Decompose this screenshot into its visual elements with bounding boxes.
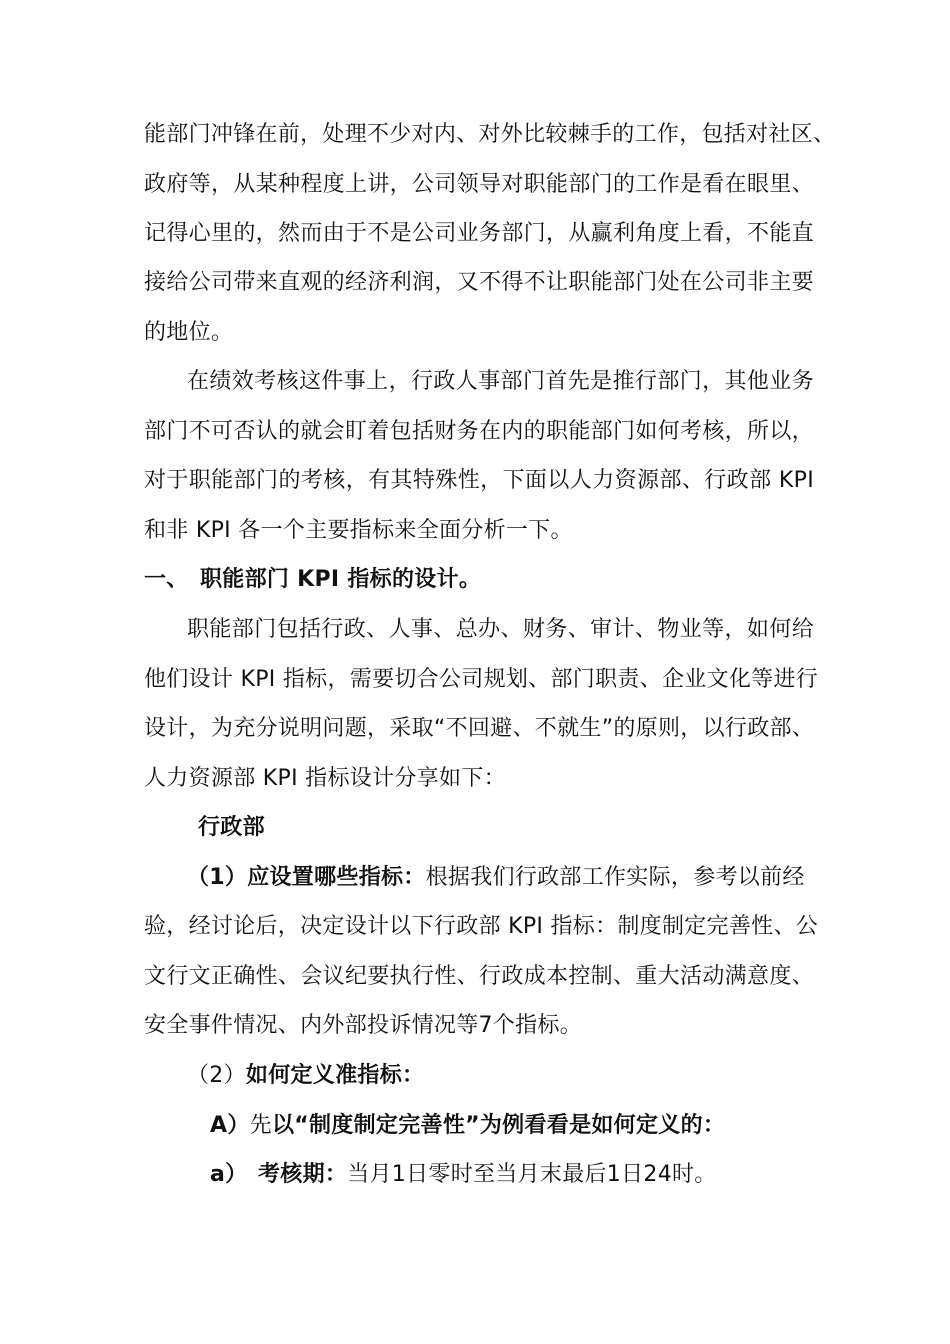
item-label: 考核期： xyxy=(258,1162,348,1187)
item-label: 如何定义准指标： xyxy=(245,1063,425,1088)
item-line xyxy=(210,1160,810,1190)
item-text: 当月1日零时至当月末最后1日24时。 xyxy=(347,1162,717,1187)
paragraph-line: 部门不可否认的就会盯着包括财务在内的职能部门如何考核，所以， xyxy=(144,419,814,444)
item-prefix: a） xyxy=(210,1162,248,1187)
paragraph-line: 的地位。 xyxy=(144,320,234,345)
paragraph-line: 记得心里的，然而由于不是公司业务部门，从赢利角度上看，不能直 xyxy=(144,221,814,246)
paragraph-line: 政府等，从某种程度上讲，公司领导对职能部门的工作是看在眼里、 xyxy=(144,172,814,197)
section-title: 职能部门 KPI 指标的设计。 xyxy=(200,567,482,592)
paragraph-line: 接给公司带来直观的经济利润，又不得不让职能部门处在公司非主要 xyxy=(144,270,814,295)
paragraph-line: 安全事件情况、内外部投诉情况等7个指标。 xyxy=(144,1013,582,1038)
item-label: 以“制度制定完善性”为例看看是如何定义的： xyxy=(271,1113,726,1138)
paragraph-line: 和非 KPI 各一个主要指标来全面分析一下。 xyxy=(144,518,573,543)
paragraph-line: 他们设计 KPI 指标，需要切合公司规划、部门职责、企业文化等进行 xyxy=(144,667,819,692)
paragraph-line: 文行文正确性、会议纪要执行性、行政成本控制、重大活动满意度、 xyxy=(144,964,814,989)
subheading: 行政部 xyxy=(198,815,265,840)
paragraph-line: 设计，为充分说明问题，采取“不回避、不就生”的原则，以行政部、 xyxy=(144,716,815,741)
item-label: （1）应设置哪些指标： xyxy=(187,865,426,890)
paragraph-line: 人力资源部 KPI 指标设计分享如下： xyxy=(144,766,506,791)
paragraph-line: 在绩效考核这件事上，行政人事部门首先是推行部门，其他业务 xyxy=(187,369,814,394)
item-text: 先 xyxy=(249,1113,272,1138)
paragraph-line: 验，经讨论后，决定设计以下行政部 KPI 指标：制度制定完善性、公 xyxy=(144,914,819,939)
item-line xyxy=(187,1061,687,1091)
item-line xyxy=(210,1111,810,1141)
item-text: 根据我们行政部工作实际，参考以前经 xyxy=(425,865,805,890)
section-heading xyxy=(144,565,814,595)
paragraph-line: 能部门冲锋在前，处理不少对内、对外比较棘手的工作，包括对社区、 xyxy=(144,122,836,147)
section-number: 一、 xyxy=(144,567,189,592)
item-line xyxy=(187,863,814,893)
paragraph-line: 职能部门包括行政、人事、总办、财务、审计、物业等，如何给 xyxy=(187,617,814,642)
paragraph-line: 对于职能部门的考核，有其特殊性，下面以人力资源部、行政部 KPI xyxy=(144,468,814,493)
item-prefix: A） xyxy=(210,1113,250,1138)
item-prefix: （2） xyxy=(187,1063,246,1088)
